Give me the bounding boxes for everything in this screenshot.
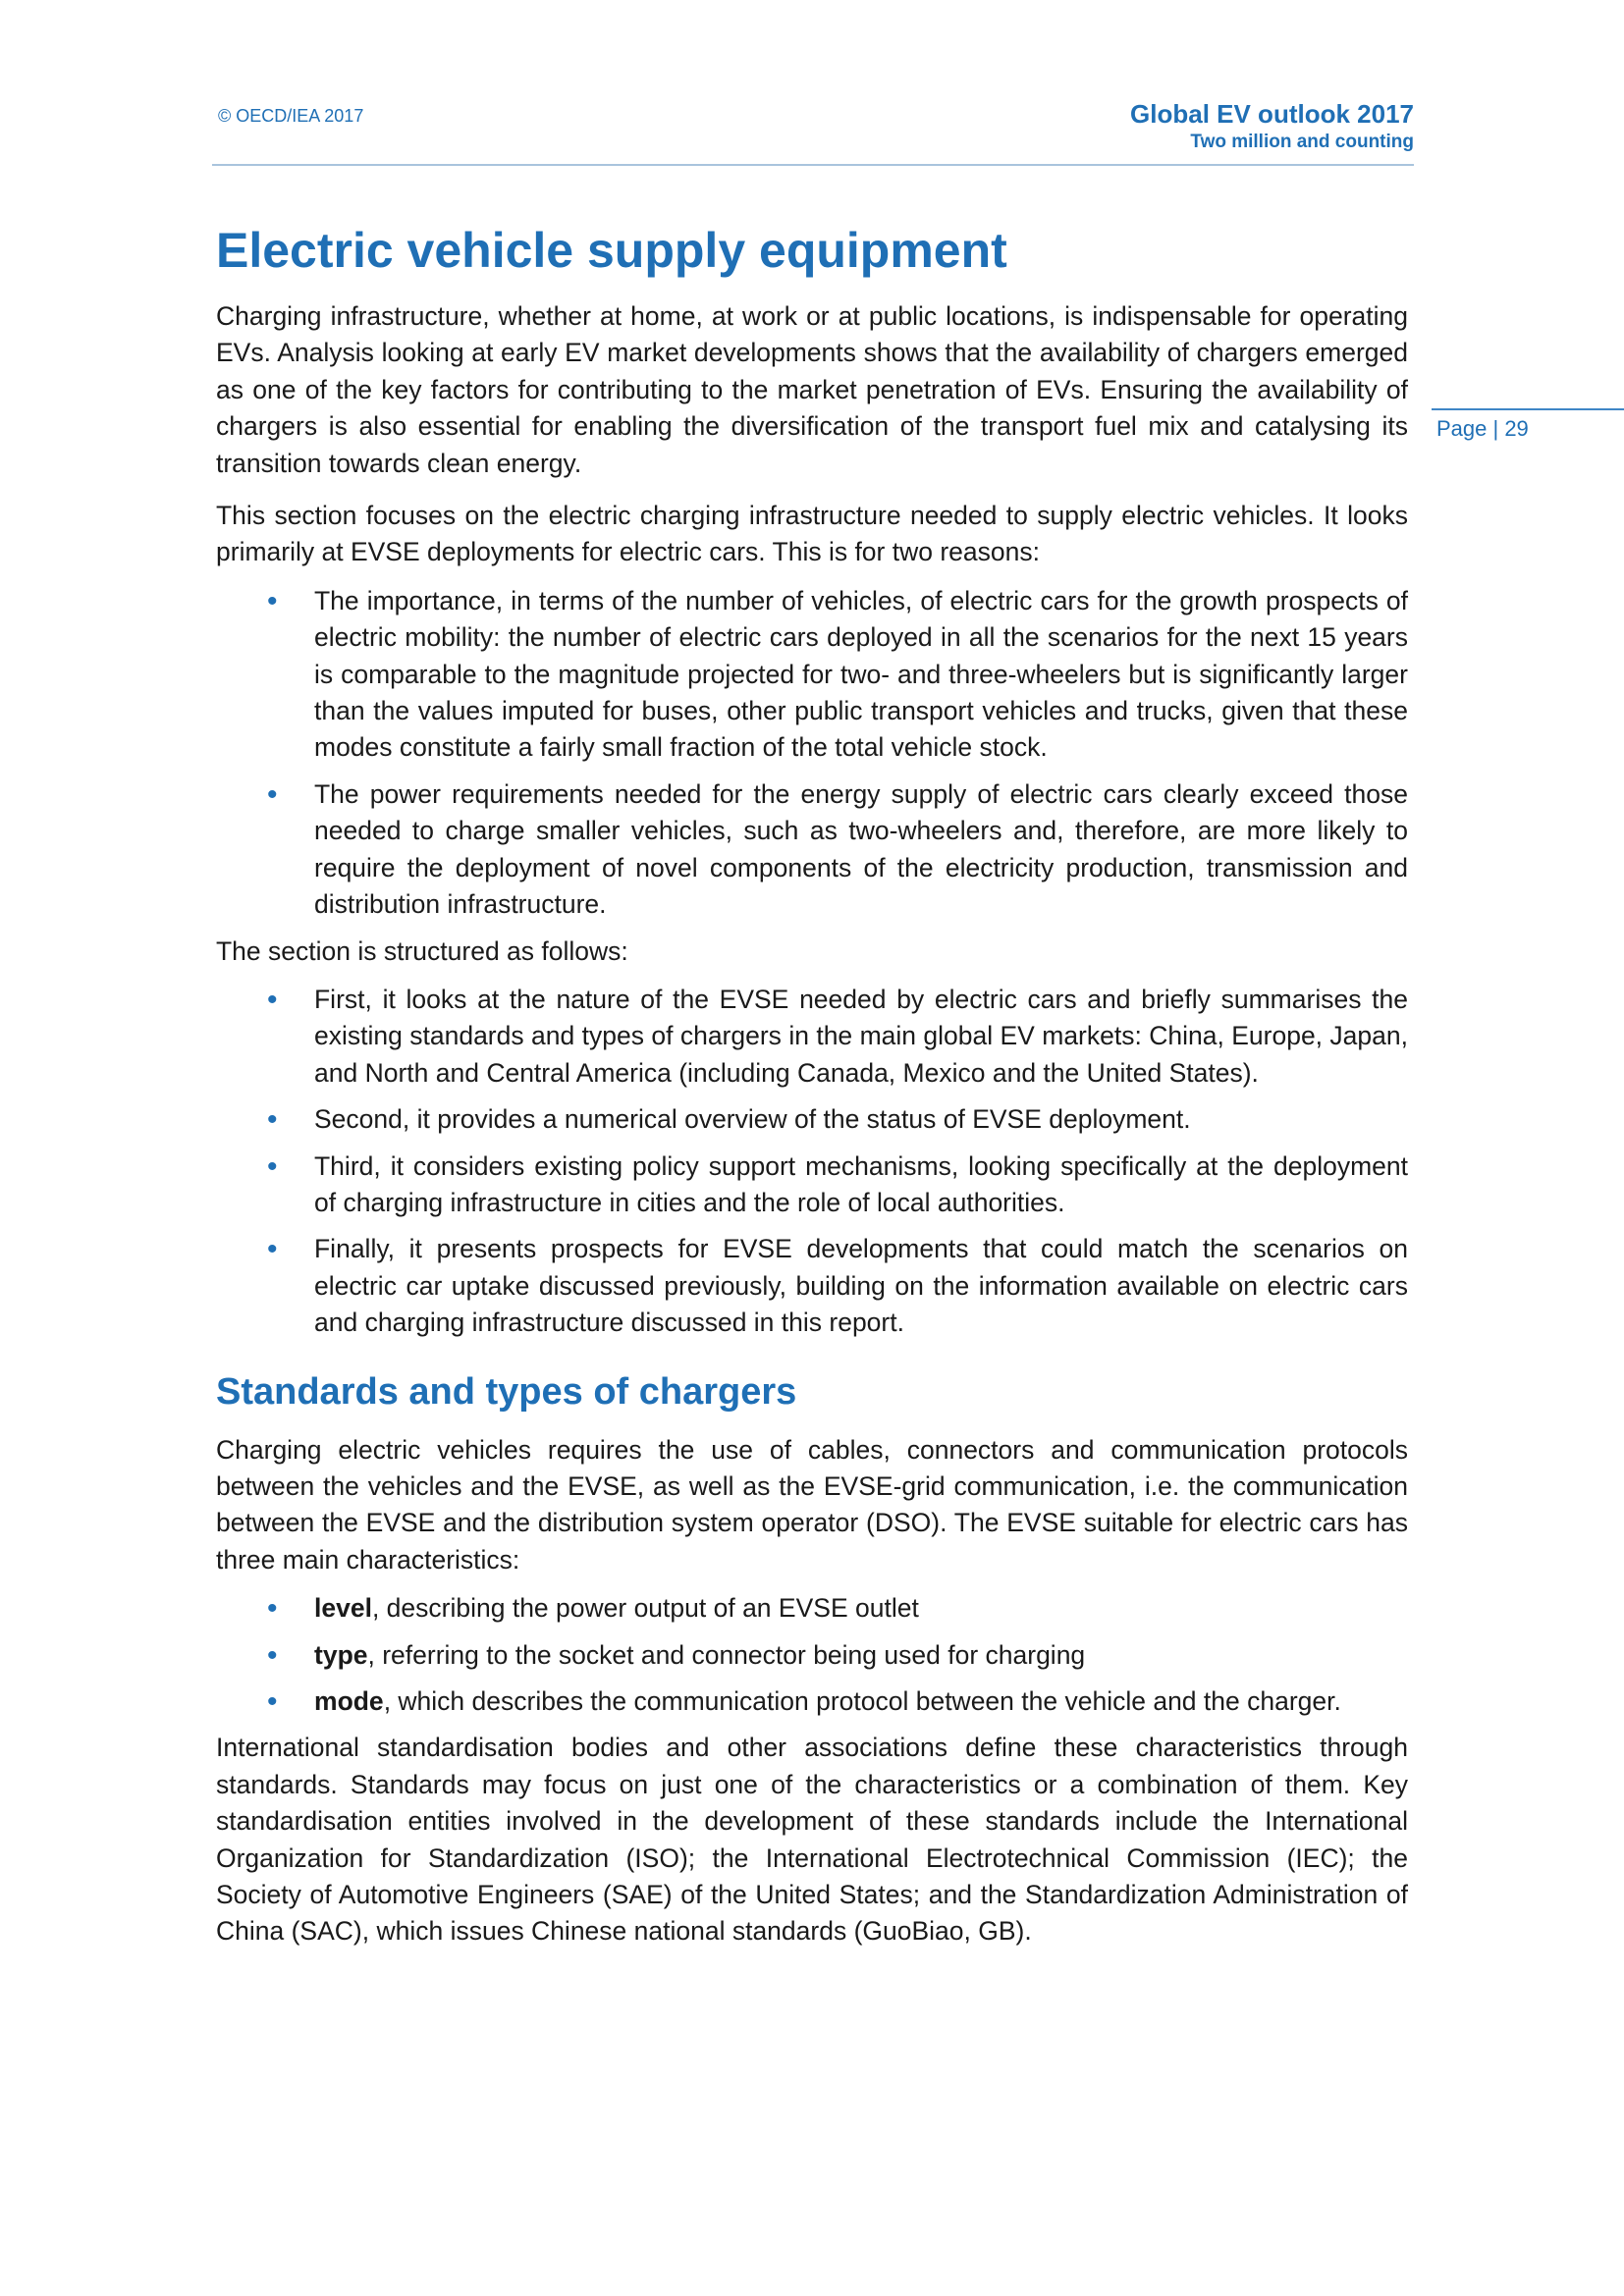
report-subtitle: Two million and counting — [1190, 132, 1414, 152]
bullet-icon: • — [267, 584, 278, 617]
list-item — [216, 583, 1408, 767]
list-item — [216, 1148, 1408, 1222]
running-header — [1130, 98, 1414, 155]
intro-paragraph-1: Charging infrastructure, whether at home, at work or at public locations, is indispensable for operating EVs. Analysis looking at early EV market developments shows that the availability of chargers emerged as one of the key factors for contributing to the market penetration of EVs. Ensuring the availability of chargers is also essential for enabling the diversification of the transport fuel mix and catalysing its transition towards clean energy. — [216, 301, 1408, 478]
list-item-text: Second, it provides a numerical overview of the status of EVSE deployment. — [314, 1104, 1191, 1135]
bullet-icon: • — [267, 983, 278, 1016]
list-item-text: First, it looks at the nature of the EVSE needed by electric cars and briefly summarises the existing standards and types of chargers in the main global EV markets: China, Europe, Japan, and North and Central America (including Canada, Mexico and the United States). — [314, 984, 1408, 1088]
structure-list — [216, 982, 1408, 1342]
list-item — [216, 1683, 1408, 1720]
section-paragraph: Charging electric vehicles requires the use of cables, connectors and communication protocols between the vehicles and the EVSE, as well as the EVSE-grid communication, i.e. the communication between the EVSE and the distribution system operator (DSO). The EVSE suitable for electric cars has three main characteristics: — [216, 1434, 1408, 1575]
list-item — [216, 1590, 1408, 1627]
bullet-icon: • — [267, 1592, 278, 1626]
list-item-text: The power requirements needed for the energy supply of electric cars clearly exceed those needed to charge smaller vehicles, such as two-wheelers and, therefore, are more likely to require the deployment of novel components of the electricity production, transmission and distribution infrastructure. — [314, 778, 1408, 920]
term-description: , referring to the socket and connector being used for charging — [367, 1639, 1086, 1670]
list-item — [216, 1637, 1408, 1674]
bullet-icon: • — [267, 1685, 278, 1718]
bullet-icon: • — [267, 1149, 278, 1183]
term-mode: mode — [314, 1686, 384, 1716]
list-item — [216, 1101, 1408, 1138]
list-item — [216, 1231, 1408, 1341]
page-number-divider — [1432, 408, 1624, 410]
structure-intro: The section is structured as follows: — [216, 935, 628, 966]
main-content — [216, 216, 1408, 1966]
list-item — [216, 776, 1408, 924]
list-item — [216, 982, 1408, 1092]
bullet-icon: • — [267, 777, 278, 811]
list-item-text: The importance, in terms of the number of vehicles, of electric cars for the growth prospects of electric mobility: the number of electric cars deployed in all the scenarios for the next 15 years is comparable to the magnitude projected for two- and three-wheelers but is significantly larger than the values imputed for buses, other public transport vehicles and trucks, given that these modes constitute a fairly small fraction of the total vehicle stock. — [314, 585, 1408, 763]
report-title: Global EV outlook 2017 — [1130, 99, 1414, 129]
term-description: , describing the power output of an EVSE outlet — [371, 1593, 919, 1624]
closing-paragraph: International standardisation bodies and other associations define these characteristics through standards. Standards may focus on just one of the characteristics or a combination of them. Key standardisation entities involved in the development of these standards include the International Organization for Standardization (ISO); the International Electrotechnical Commission (IEC); the Society of Automotive Engineers (SAE) of the United States; and the Standardization Administration of China (SAC), which issues Chinese national standards (GuoBiao, GB). — [216, 1733, 1408, 1947]
intro-paragraph-2: This section focuses on the electric charging infrastructure needed to supply electric vehicles. It looks primarily at EVSE deployments for electric cars. This is for two reasons: — [216, 501, 1408, 567]
term-level: level — [314, 1593, 372, 1624]
section-heading: Standards and types of chargers — [216, 1370, 797, 1413]
bullet-icon: • — [267, 1638, 278, 1672]
page-number: Page | 29 — [1436, 416, 1529, 441]
header-divider — [212, 164, 1414, 166]
page-title: Electric vehicle supply equipment — [216, 223, 1007, 278]
term-description: , which describes the communication protocol between the vehicle and the charger. — [383, 1686, 1341, 1716]
characteristics-list — [216, 1590, 1408, 1720]
list-item-text: Finally, it presents prospects for EVSE developments that could match the scenarios on electric car uptake discussed previously, building on the information available on electric cars and charging infrastructure discussed in this report. — [314, 1234, 1408, 1338]
term-type: type — [314, 1639, 368, 1670]
reasons-list — [216, 583, 1408, 924]
bullet-icon: • — [267, 1233, 278, 1266]
copyright-notice: © OECD/IEA 2017 — [218, 106, 364, 126]
bullet-icon: • — [267, 1103, 278, 1137]
list-item-text: Third, it considers existing policy support mechanisms, looking specifically at the deployment of charging infrastructure in cities and the role of local authorities. — [314, 1150, 1408, 1217]
